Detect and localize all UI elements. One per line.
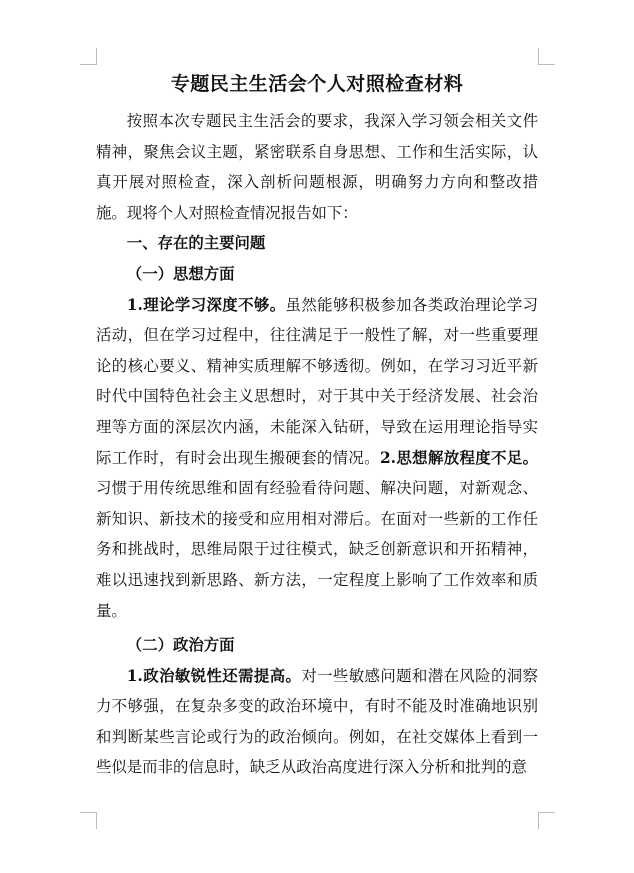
subsection-heading-thought: （一）思想方面 [126, 264, 235, 283]
paragraph-text-theory: 虽然能够积极参加各类政治理论学习活动，但在学习过程中，往往满足于一般性了解，对一些重要理论的核心要义、精神实质理解不够透彻。例如，在学习习近平新时代中国特色社会主义思想时，对于其中关于经济发展、社会治理等方面的深层次内涵，未能深入钻研，导致在运用理论指导实际工作时，有时会出现生搬硬套的情况。 [96, 295, 538, 467]
paragraph-political-sensitivity [96, 661, 538, 783]
paragraph-lead-emancipation: 2.思想解放程度不足。 [379, 448, 538, 467]
paragraph-lead-sensitivity: 1.政治敏锐性还需提高。 [126, 666, 302, 685]
intro-paragraph: 按照本次专题民主生活会的要求，我深入学习领会相关文件精神，聚焦会议主题，紧密联系自身思想、工作和生活实际，认真开展对照检查，深入剖析问题根源，明确努力方向和整改措施。现将个人对照检查情况报告如下： [96, 112, 538, 222]
subsection-heading-politics: （二）政治方面 [126, 636, 235, 655]
crop-mark-bottom-right [538, 812, 555, 829]
paragraph-theory-study [96, 290, 538, 627]
document-body [96, 70, 538, 783]
paragraph-text-sensitivity: 对一些敏感问题和潜在风险的洞察力不够强，在复杂多变的政治环境中，有时不能及时准确地识别和判断某些言论或行为的政治倾向。例如，在社交媒体上看到一些似是而非的信息时，缺乏从政治高度进行深入分析和批判的意 [96, 666, 538, 777]
paragraph-text-emancipation: 习惯于用传统思维和固有经验看待问题、解决问题，对新观念、新知识、新技术的接受和应用相对滞后。在面对一些新的工作任务和挑战时，思维局限于过往模式，缺乏创新意识和开拓精神，难以迅速找到新思路、新方法，一定程度上影响了工作效率和质量。 [96, 479, 538, 620]
crop-mark-top-right [538, 48, 555, 65]
document-title: 专题民主生活会个人对照检查材料 [170, 73, 464, 95]
section-heading-problems: 一、存在的主要问题 [126, 234, 266, 253]
crop-mark-top-left [80, 48, 97, 65]
crop-mark-bottom-left [80, 812, 97, 829]
paragraph-lead-theory: 1.理论学习深度不够。 [126, 295, 286, 314]
